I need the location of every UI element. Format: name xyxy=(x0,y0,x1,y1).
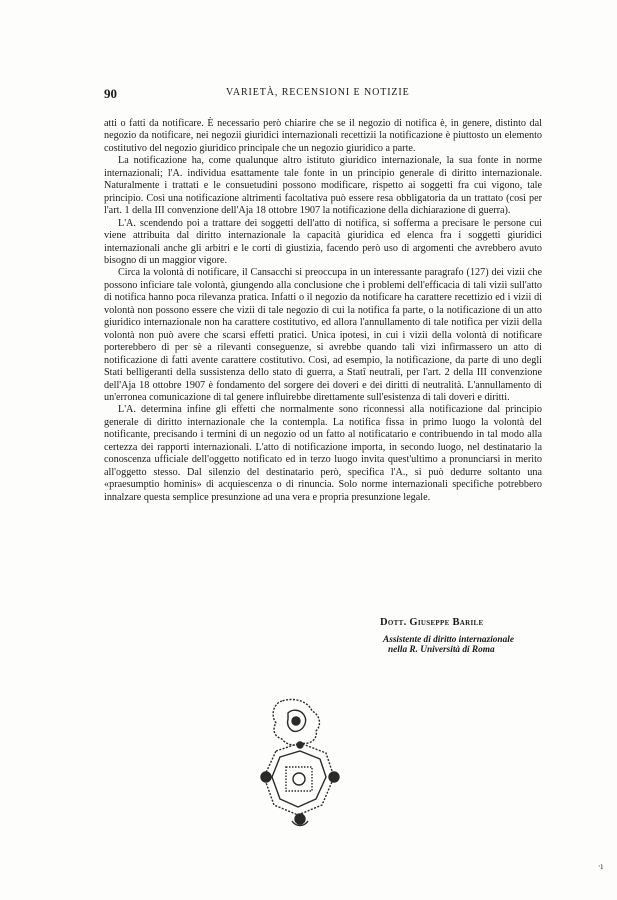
decorative-emblem-icon xyxy=(252,693,347,833)
author-signature xyxy=(370,617,570,655)
author-title: Assistente di diritto internazionale xyxy=(383,635,514,645)
author-name: Dott. Giuseppe Barile xyxy=(380,617,484,628)
paragraph-3: L'A. scendendo poi a trattare dei soggetti dell'atto di notifica, si sofferma a precisare le persone cui viene attribuita dal diritto internazionale la capacità giuridica ed elenca fra i soggetti giuridici internazionali anche gli arbitri e le corti di giustizia, facendo però uso di argomenti che avrebbero avuto bisogno di un maggior vigore. xyxy=(104,217,542,266)
paragraph-5: L'A. determina infine gli effetti che normalmente sono riconnessi alla notificazione dal principio generale di diritto internazionale che la contempla. La notifica fissa in primo luogo la volontà del notificante, precisando i termini di un negozio od un fatto al notificatario e contribuendo in tal modo alla certezza dei rapporti internazionali. L'atto di notificazione importa, in secondo luogo, nel destinatario la conoscenza ufficiale dell'oggetto notificato ed in terzo luogo invita quest'ultimo a pronunciarsi in merito all'oggetto stesso. Dal silenzio del destinatario però, specifica l'A., si può dedurre soltanto una «praesumptio hominis» di acquiescenza o di rinuncia. Solo norme internazionali specifiche potrebbero innalzare questa semplice presunzione ad una vera e propria presunzione legale. xyxy=(104,404,542,503)
paragraph-4: Circa la volontà di notificare, il Cansacchi si preoccupa in un interessante paragrafo (127) dei vizii che possono inficiare tale volontà, giungendo alla conclusione che i problemi dell'efficacia di tali vizii sull'atto di notifica hanno poca rilevanza pratica. Infatti o il negozio da notificare ha carattere recettizio ed i vizii di volontà non possono essere che vizii di tale negozio di cui la notifica fa parte, o la notificazione di un atto giuridico internazionale non ha carattere costitutivo, ed allora l'annullamento di tale notifica per vizii della volontà non può avere che scarsi effetti pratici. Unica ipotesi, in cui i vizii della volontà di notificare porterebbero di per sè a rilevanti conseguenze, si avrebbe quando tali vizi infirmassero un atto di notificazione di fatti avente carattere costitutivo. Così, ad esempio, la notificazione, da parte di uno degli Stati belligeranti della sussistenza dello stato di guerra, a Statî neutrali, per l'art. 2 della III convenzione dell'Aja 18 ottobre 1907 è fondamento del sorgere dei doveri e dei diritti di neutralità. L'annullamento di un'erronea comunicazione di tal genere influirebbe direttamente sull'esistenza di tali doveri e diritti. xyxy=(104,267,542,403)
author-affiliation: nella R. Università di Roma xyxy=(388,645,495,655)
page-header xyxy=(104,86,540,102)
running-head: VARIETÀ, RECENSIONI E NOTIZIE xyxy=(226,87,410,98)
paragraph-2: La notificazione ha, come qualunque altro istituto giuridico internazionale, la sua fonte in norme internazionali; l'A. individua esattamente tale fonte in un principio generale di diritto internazionale. Naturalmente i trattati e le consuetudini possono modificare, rispetto ai soggetti fra cui vigono, tale principio. Così una notificazione altrimenti facoltativa può essere resa obbligatoria da un trattato (così per l'art. 1 della III convenzione dell'Aja 18 ottobre 1907 la notificazione della dichiarazione di guerra). xyxy=(104,155,542,217)
paragraph-1: atti o fatti da notificare. È necessario però chiarire che se il negozio di notifica è, in genere, distinto dal negozio da notificare, nei negozii giuridici internazionali recettizii la notificazione è piuttosto un elemento costitutivo del negozio giuridico principale che un negozio giuridico a parte. xyxy=(104,118,542,154)
printer-mark: ·ı xyxy=(598,862,604,871)
article-body xyxy=(104,118,542,504)
page-number: 90 xyxy=(104,86,117,101)
